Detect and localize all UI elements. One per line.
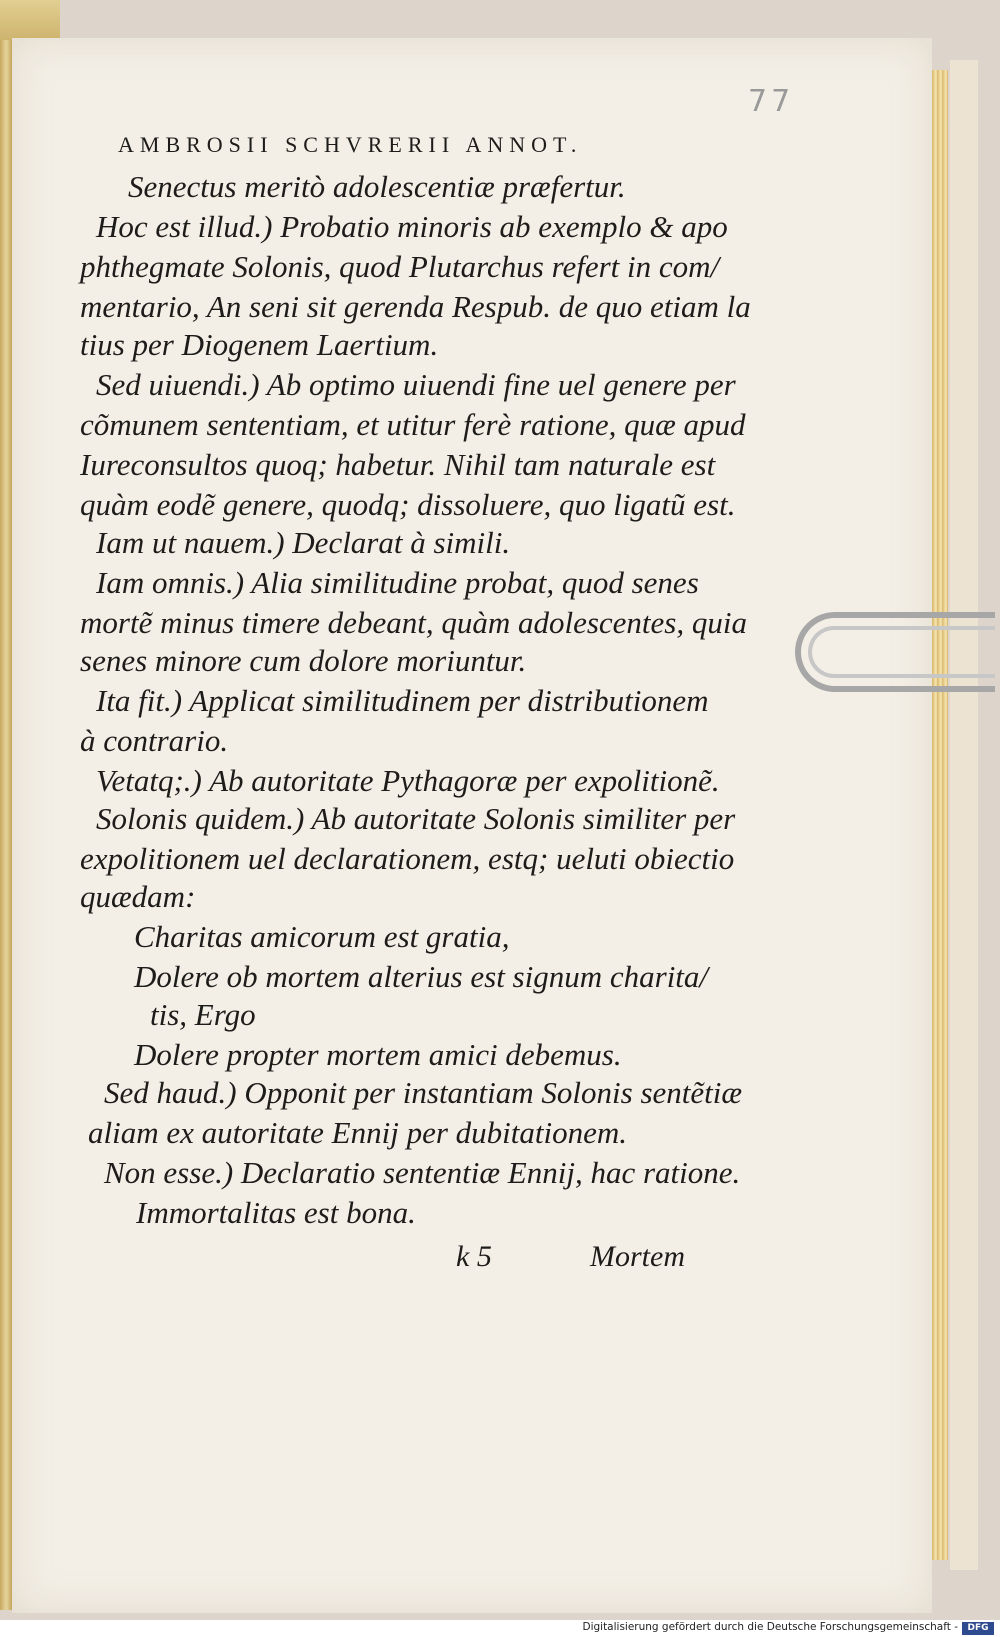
text-line: Iureconsultos quoq; habetur. Nihil tam naturale est	[80, 447, 716, 482]
text-line: Senectus meritò adolescentiæ præfertur.	[128, 169, 626, 204]
text-line: senes minore cum dolore moriuntur.	[80, 643, 527, 678]
text-line: cõmunem sententiam, et utitur ferè ratione, quæ apud	[80, 407, 746, 442]
text-line: Dolere ob mortem alterius est signum charita/	[134, 959, 709, 994]
text-line: tius per Diogenem Laertium.	[80, 327, 439, 362]
credit-text: Digitalisierung gefördert durch die Deutsche Forschungsgemeinschaft -	[582, 1621, 958, 1633]
text-line: Sed uiuendi.) Ab optimo uiuendi fine uel genere per	[96, 367, 736, 402]
text-line: quædam:	[80, 879, 196, 914]
text-line: phthegmate Solonis, quod Plutarchus refert in com/	[80, 249, 720, 284]
text-line: tis, Ergo	[150, 997, 256, 1032]
folio-number: 77	[748, 84, 795, 119]
text-line: Dolere propter mortem amici debemus.	[134, 1037, 622, 1072]
text-line: expolitionem uel declarationem, estq; ueluti obiectio	[80, 841, 735, 876]
signature-mark: k 5	[456, 1240, 492, 1273]
text-line: Vetatq;.) Ab autoritate Pythagoræ per expolitionẽ.	[96, 763, 720, 798]
paper-clip-inner	[808, 626, 995, 678]
next-leaf-edge	[950, 60, 978, 1570]
text-line: Non esse.) Declaratio sententiæ Ennij, hac ratione.	[104, 1155, 741, 1190]
text-line: Iam omnis.) Alia similitudine probat, quod senes	[96, 565, 699, 600]
credit-bar	[0, 1620, 1000, 1637]
text-line: quàm eodẽ genere, quodq; dissoluere, quo ligatũ est.	[80, 487, 736, 522]
text-line: Ita fit.) Applicat similitudinem per distributionem	[96, 683, 709, 718]
text-line: Iam ut nauem.) Declarat à simili.	[96, 525, 511, 560]
text-line: mentario, An seni sit gerenda Respub. de quo etiam la	[80, 289, 751, 324]
text-line: à contrario.	[80, 723, 229, 758]
text-line: mortẽ minus timere debeant, quàm adolescentes, quia	[80, 605, 747, 640]
text-line: Charitas amicorum est gratia,	[134, 919, 510, 954]
running-head: AMBROSII SCHVRERII ANNOT.	[118, 132, 583, 157]
text-line: Immortalitas est bona.	[136, 1195, 416, 1230]
text-line: Solonis quidem.) Ab autoritate Solonis similiter per	[96, 801, 736, 836]
dfg-logo: DFG	[962, 1622, 994, 1635]
text-line: Hoc est illud.) Probatio minoris ab exemplo & apo	[96, 209, 728, 244]
catchword: Mortem	[590, 1240, 685, 1273]
text-line: Sed haud.) Opponit per instantiam Solonis sentẽtiæ	[104, 1075, 743, 1110]
text-line: aliam ex autoritate Ennij per dubitationem.	[88, 1115, 627, 1150]
